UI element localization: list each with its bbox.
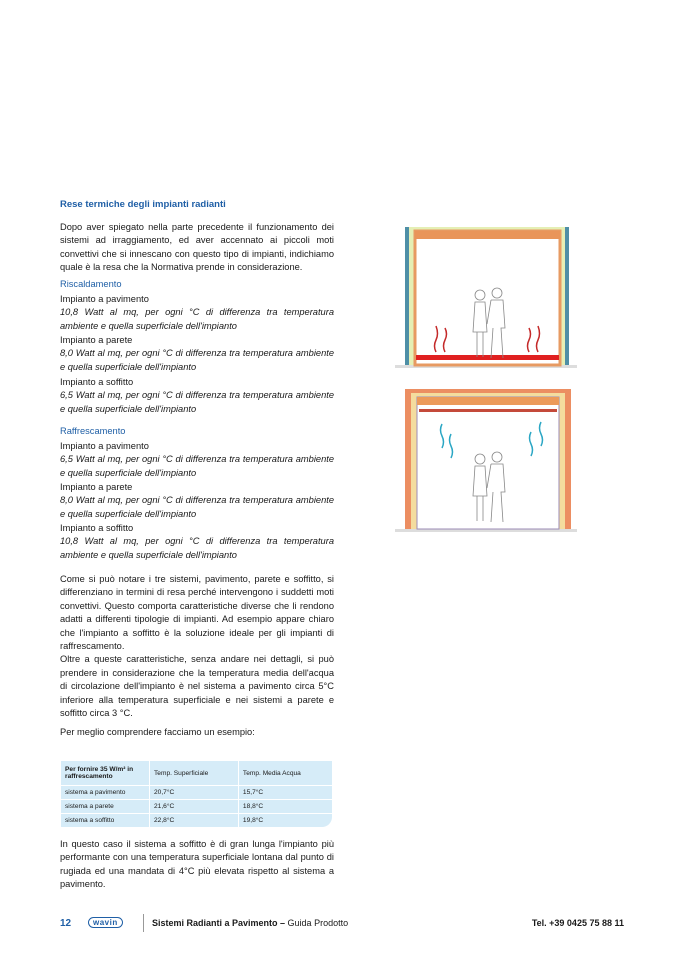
section-title: Rese termiche degli impianti radianti [60,199,226,210]
paragraph-1: Come si può notare i tre sistemi, pavimento, parete e soffitto, si differenziano in termini di resa perché intervengono i suddetti moti convettivi. Questo comporta caratteristiche diverse che li rendono adatti a differenti tipologie di impianti. Ad esempio appare chiaro che l'impianto a soffitto è la soluzione ideale per gli impianti di raffrescamento. [60,574,334,652]
heating-item [60,334,334,374]
heating-item [60,376,334,416]
item-desc: 10,8 Watt al mq, per ogni °C di differenza tra temperatura ambiente e quella superficiale dell'impianto [60,536,334,560]
cooling-title: Raffrescamento [60,426,126,436]
cell: 22,8°C [150,814,238,827]
heating-item [60,293,334,333]
footer-title-rest: Guida Prodotto [285,918,349,928]
wavin-logo: wavin [88,917,123,928]
header-cell: Temp. Superficiale [150,761,238,785]
footer-title [152,918,348,928]
item-label: Impianto a parete [60,335,133,345]
page-number: 12 [60,918,72,929]
room-illustrations [395,222,635,537]
cooling-item [60,440,334,480]
header-cell: Temp. Media Acqua [239,761,332,785]
cooling-ceiling-illustration [395,389,577,532]
item-desc: 10,8 Watt al mq, per ogni °C di differenza tra temperatura ambiente e quella superficiale dell'impianto [60,307,334,331]
conclusion-paragraph: In questo caso il sistema a soffitto è di gran lunga l'impianto più performante con una temperatura superficiale lontana dal punto di rugiada ed una mandata di 4°C più elevata rispetto al sistema a pavimento. [60,839,334,890]
divider [143,914,144,932]
cell: 21,6°C [150,800,238,813]
intro-paragraph: Dopo aver spiegato nella parte precedente il funzionamento dei sistemi ad irraggiamento, ed aver accennato ai piccoli moti convettivi che si innescano con questo tipo di impianti, indichiamo quale è la resa che la Normativa prende in considerazione. [60,222,334,273]
cell: sistema a pavimento [61,786,149,799]
heating-floor-illustration [395,227,577,368]
cooling-item [60,481,334,521]
example-intro: Per meglio comprendere facciamo un esempio: [60,727,255,737]
item-desc: 6,5 Watt al mq, per ogni °C di differenza tra temperatura ambiente e quella superficiale dell'impianto [60,390,334,414]
item-label: Impianto a parete [60,482,133,492]
cell: 20,7°C [150,786,238,799]
item-desc: 6,5 Watt al mq, per ogni °C di differenza tra temperatura ambiente e quella superficiale dell'impianto [60,454,334,478]
heating-title: Riscaldamento [60,279,122,289]
cell: 19,8°C [239,814,332,827]
table-header [61,761,332,785]
item-desc: 8,0 Watt al mq, per ogni °C di differenza tra temperatura ambiente e quella superficiale dell'impianto [60,495,334,519]
table-row [61,814,332,827]
cooling-item [60,522,334,562]
footer-title-bold: Sistemi Radianti a Pavimento – [152,918,286,928]
item-label: Impianto a soffitto [60,523,134,533]
footer-phone: Tel. +39 0425 75 88 11 [531,918,624,928]
item-label: Impianto a pavimento [60,294,149,304]
cell: 18,8°C [239,800,332,813]
cell: 15,7°C [239,786,332,799]
body-paragraph [60,573,334,720]
page-footer [60,916,624,932]
paragraph-2: Oltre a queste caratteristiche, senza andare nei dettagli, si può prendere in considerazione che la temperatura media dell'acqua di circolazione dell'impianto è nel sistema a pavimento circa 5°C inferiore alla temperatura superficiale e nei sistemi a parete e soffitto circa 3 °C. [60,654,334,719]
header-cell: Per fornire 35 W/m² in raffrescamento [61,761,149,785]
item-label: Impianto a pavimento [60,441,149,451]
cell: sistema a soffitto [61,814,149,827]
item-desc: 8,0 Watt al mq, per ogni °C di differenza tra temperatura ambiente e quella superficiale dell'impianto [60,348,334,372]
item-label: Impianto a soffitto [60,377,134,387]
table-row [61,786,332,799]
example-table [60,760,333,828]
cell: sistema a parete [61,800,149,813]
table-row [61,800,332,813]
